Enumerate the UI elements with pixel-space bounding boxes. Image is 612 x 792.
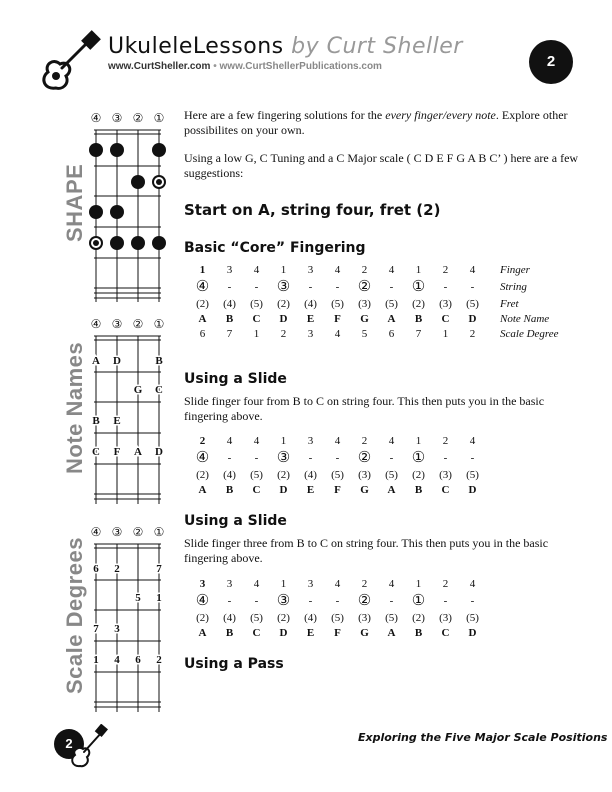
finger-dot [152,236,166,250]
fingering-table-core [189,262,559,341]
string-label: ① [153,318,165,331]
fingering-table-slide-1 [189,433,486,497]
table-row-string: ④ - - ③ - - ② - ① - - [195,593,475,609]
string-label: ① [153,526,165,539]
table-row-note: A B C D E F G A B C D Note Name [189,311,559,326]
string-label: ② [132,318,144,331]
footer-ukulele-icon [68,724,108,770]
note-label: E [113,415,121,427]
note-label: D [113,355,121,367]
note-label: B [155,355,163,367]
brand-author: by Curt Sheller [291,34,463,59]
string-label: ④ [90,318,102,331]
row-label: String [500,280,527,293]
note-label: C [155,384,163,396]
finger-dot [110,236,124,250]
side-label-note-names: Note Names [62,341,87,474]
note-label: B [92,415,100,427]
degree-label: 7 [93,623,99,635]
finger-dot [131,175,145,189]
note-label: G [133,384,143,396]
intro-p1-a: Here are a few fingering solutions for the [184,108,386,122]
string-label: ③ [111,318,123,331]
string-label: ① [153,112,165,125]
fretboard-degrees-svg [84,526,174,716]
table-row-fret: (2) (4) (5) (2) (4) (5) (3) (5) (2) (3) (5) [196,611,479,624]
intro-p1-b: . Explore other possibilites on your own. [184,108,568,137]
section-text-slide-1: Slide finger four from B to C on string four. This then puts you in the basic fingering above. [184,394,545,423]
finger-dot [110,143,124,157]
finger-dot [110,205,124,219]
section-heading-slide-1: Using a Slide [184,371,287,387]
ukulele-logo-icon [36,30,102,96]
section-heading-slide-2: Using a Slide [184,513,287,529]
table-row-finger: 3 3 4 1 3 4 2 4 1 2 4 [199,577,476,590]
root-dot [89,236,103,250]
finger-dot [152,143,166,157]
footer-page-number: 2 [54,729,84,759]
side-label-scale-degrees: Scale Degrees [62,537,87,694]
string-label: ② [132,526,144,539]
fretboard-shape-svg [84,112,174,302]
root-dot [152,175,166,189]
table-row-finger: 2 4 4 1 3 4 2 4 1 2 4 [199,434,476,447]
degree-label: 5 [135,592,141,604]
degree-label: 2 [156,654,162,666]
fretboard-scale-degrees [84,526,174,716]
degree-label: 6 [135,654,141,666]
brand-title [108,34,463,59]
row-label: Note Name [500,312,550,325]
footer-title: Exploring the Five Major Scale Positions [358,731,608,744]
table-row-note: A B C D E F G A B C D [198,483,477,496]
degree-label: 7 [156,563,162,575]
note-label: A [134,446,142,458]
finger-dot [89,143,103,157]
degree-label: 3 [114,623,120,635]
degree-label: 1 [156,592,162,604]
string-label: ② [132,112,144,125]
table-row-degree: 6 7 1 2 3 4 5 6 7 1 2 Scale Degree [199,327,559,340]
page-number-badge: 2 [529,40,573,84]
note-label: D [155,446,163,458]
string-label: ③ [111,112,123,125]
intro-p1-em: every finger/every note [385,108,496,122]
table-row-fret: (2) (4) (5) (2) (4) (5) (3) (5) (2) (3) (5) Fret [189,296,559,311]
fretboard-note-names [84,318,174,508]
site-separator: • [213,61,217,72]
intro-paragraph-2: Using a low G, C Tuning and a C Major scale ( C D E F G A B C’ ) here are a few suggestions: [184,151,579,180]
finger-dot [131,236,145,250]
note-label: F [113,446,121,458]
website-links [108,61,382,72]
section-text-slide-2: Slide finger three from B to C on string four. This then puts you in the basic fingering above. [184,536,549,565]
intro-paragraph-1 [184,108,579,138]
degree-label: 6 [93,563,99,575]
note-label: C [92,446,100,458]
degree-label: 2 [114,563,120,575]
main-heading: Start on A, string four, fret (2) [184,201,441,219]
string-label: ④ [90,112,102,125]
brand-main: UkuleleLessons [108,34,284,59]
section-heading-pass: Using a Pass [184,656,284,672]
table-row-fret: (2) (4) (5) (2) (4) (5) (3) (5) (2) (3) (5) [196,468,479,481]
note-label: A [92,355,100,367]
side-label-shape: SHAPE [62,163,87,242]
row-label: Finger [500,263,530,276]
table-row-finger: 1 3 4 1 3 4 2 4 1 2 4 Finger [189,262,559,277]
site-link-2[interactable]: www.CurtShellerPublications.com [219,61,382,72]
row-label: Scale Degree [500,327,559,340]
fretboard-notes-svg [84,318,174,508]
degree-label: 1 [93,654,99,666]
table-row-note: A B C D E F G A B C D [198,626,477,639]
fretboard-shape [84,112,174,302]
degree-label: 4 [114,654,120,666]
table-row-string: ④ - - ③ - - ② - ① - - String [189,277,559,296]
table-row-string: ④ - - ③ - - ② - ① - - [195,450,475,466]
site-link-1[interactable]: www.CurtSheller.com [108,61,211,72]
section-heading-core: Basic “Core” Fingering [184,240,366,256]
string-label: ④ [90,526,102,539]
string-label: ③ [111,526,123,539]
fingering-table-slide-2 [189,576,486,640]
finger-dot [89,205,103,219]
row-label: Fret [500,297,519,310]
